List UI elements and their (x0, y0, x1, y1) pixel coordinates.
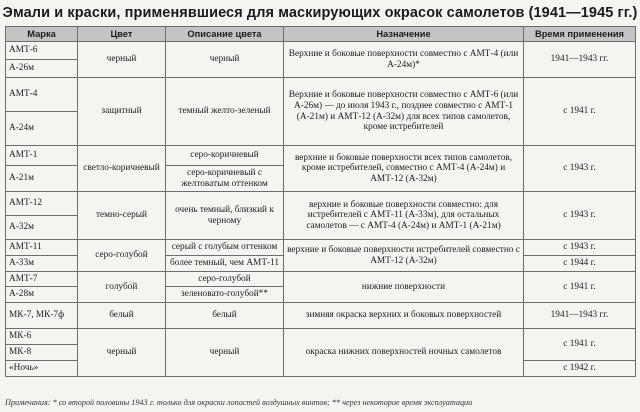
description-cell: серо-голубой (166, 272, 284, 287)
brand-cell: МК-7, МК-7ф (6, 303, 78, 329)
brand-cell: АМТ-1 (6, 146, 78, 166)
purpose-cell: верхние и боковые поверхности совместно: для истребителей с АМТ-11 (А-33м), для остальных самолетов — с АМТ-4 (А-24м) и АМТ-1 (А-21м) (284, 192, 524, 240)
brand-cell: А-32м (6, 216, 78, 240)
description-cell: серо-коричневый с желтоватым оттенком (166, 166, 284, 192)
brand-cell: МК-6 (6, 329, 78, 345)
period-cell: с 1941 г. (524, 78, 636, 146)
description-cell: очень темный, близкий к черному (166, 192, 284, 240)
brand-cell: А-24м (6, 112, 78, 146)
description-cell: серо-коричневый (166, 146, 284, 166)
table-row (6, 42, 636, 60)
brand-cell: МК-8 (6, 345, 78, 361)
purpose-cell: нижние поверхности (284, 272, 524, 303)
color-cell: защитный (78, 78, 166, 146)
description-cell: черный (166, 42, 284, 78)
description-cell: черный (166, 329, 284, 377)
period-cell: с 1941 г. (524, 329, 636, 361)
color-cell: светло-коричневый (78, 146, 166, 192)
brand-cell: АМТ-7 (6, 272, 78, 287)
purpose-cell: зимняя окраска верхних и боковых поверхностей (284, 303, 524, 329)
period-cell: 1941—1943 гг. (524, 42, 636, 78)
period-cell: с 1943 г. (524, 146, 636, 192)
brand-cell: АМТ-11 (6, 240, 78, 256)
purpose-cell: Верхние и боковые поверхности совместно с АМТ-6 (или А-26м) — до июля 1943 г., позднее совместно с АМТ-1 (А-21м) и АМТ-12 (А-32м) для всех типов самолетов, кроме истребителей (284, 78, 524, 146)
description-cell: более темный, чем АМТ-11 (166, 256, 284, 272)
brand-cell: А-26м (6, 60, 78, 78)
header-purpose: Назначение (284, 27, 524, 42)
color-cell: голубой (78, 272, 166, 303)
footnote: Примечания: * со второй половины 1943 г. только для окраски лопастей воздушных винтов; ** через некоторое время эксплуатации (5, 398, 473, 407)
description-cell: белый (166, 303, 284, 329)
table-row (6, 303, 636, 329)
header-brand: Марка (6, 27, 78, 42)
brand-cell: АМТ-12 (6, 192, 78, 216)
header-description: Описание цвета (166, 27, 284, 42)
table-row (6, 240, 636, 256)
color-cell: темно-серый (78, 192, 166, 240)
period-cell: с 1943 г. (524, 192, 636, 240)
description-cell: серый с голубым оттенком (166, 240, 284, 256)
table-row (6, 78, 636, 112)
color-cell: серо-голубой (78, 240, 166, 272)
header-period: Время применения (524, 27, 636, 42)
purpose-cell: верхние и боковые поверхности истребителей совместно с АМТ-12 (А-32м) (284, 240, 524, 272)
period-cell: с 1944 г. (524, 256, 636, 272)
header-row (6, 27, 636, 42)
period-cell: с 1943 г. (524, 240, 636, 256)
header-color: Цвет (78, 27, 166, 42)
purpose-cell: окраска нижних поверхностей ночных самолетов (284, 329, 524, 377)
brand-cell: «Ночь» (6, 361, 78, 377)
brand-cell: А-33м (6, 256, 78, 272)
table-row (6, 192, 636, 216)
color-cell: черный (78, 329, 166, 377)
brand-cell: А-28м (6, 287, 78, 303)
purpose-cell: верхние и боковые поверхности всех типов самолетов, кроме истребителей, совместно с АМТ-4 (А-24м) и АМТ-12 (А-32м) (284, 146, 524, 192)
color-cell: черный (78, 42, 166, 78)
paints-table (5, 26, 636, 377)
page-title: Эмали и краски, применявшиеся для маскирующих окрасок самолетов (1941—1945 гг.) (2, 5, 638, 21)
brand-cell: АМТ-4 (6, 78, 78, 112)
description-cell: темный желто-зеленый (166, 78, 284, 146)
period-cell: с 1942 г. (524, 361, 636, 377)
period-cell: 1941—1943 гг. (524, 303, 636, 329)
table-row (6, 146, 636, 166)
brand-cell: А-21м (6, 166, 78, 192)
purpose-cell: Верхние и боковые поверхности совместно с АМТ-4 (или А-24м)* (284, 42, 524, 78)
period-cell: с 1941 г. (524, 272, 636, 303)
brand-cell: АМТ-6 (6, 42, 78, 60)
color-cell: белый (78, 303, 166, 329)
table-row (6, 329, 636, 345)
description-cell: зеленовато-голубой** (166, 287, 284, 303)
table-row (6, 272, 636, 287)
